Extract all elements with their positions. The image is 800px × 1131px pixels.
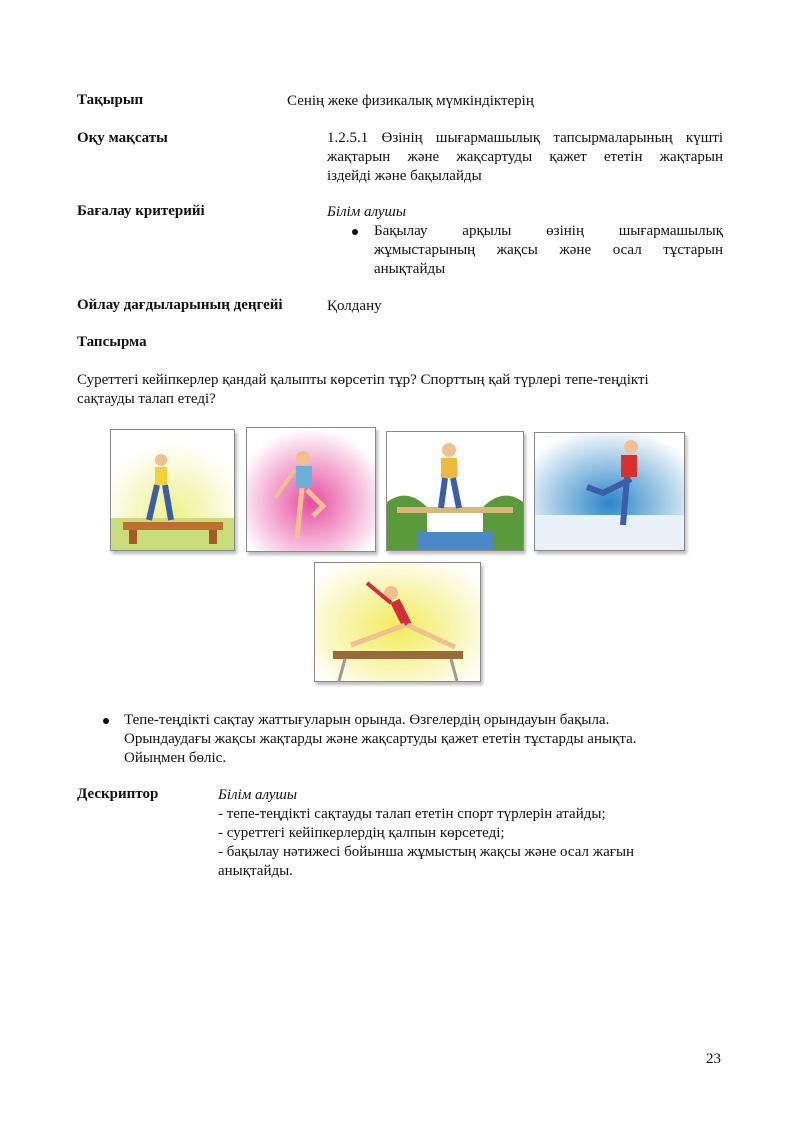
thinking-value: Қолдану (327, 298, 382, 314)
criteria-bullet-text (374, 222, 723, 279)
objective-line: 1.2.5.1 Өзінің шығармашылық тапсырмаларының күшті (327, 130, 723, 146)
descriptor-label: Дескриптор (77, 786, 159, 802)
criteria-line: Бақылау арқылы өзінің шығармашылық (374, 223, 723, 239)
descriptor-line: - суреттегі кейіпкерлердің қалпын көрсетеді; (218, 825, 505, 841)
task-question (77, 371, 737, 409)
descriptor-line: анықтайды. (218, 863, 293, 879)
bullet-icon (103, 718, 109, 724)
instruction-line: Тепе-теңдікті сақтау жаттығуларын орында. Өзгелердің орындауын бақыла. (124, 712, 610, 728)
descriptor-line: - бақылау нәтижесі бойынша жұмыстың жақсы және осал жағын (218, 844, 635, 860)
girl-on-log-bridge-image (386, 431, 524, 551)
question-line: Суреттегі кейіпкерлер қандай қалыпты көрсетіп тұр? Спорттың қай түрлері тепе-теңдікті (77, 372, 649, 388)
objective-line: жақтарын және жақсартуды қажет ететін жақтарын (327, 149, 723, 165)
descriptor-learner: Білім алушы (218, 787, 298, 803)
criteria-line: жұмыстарының жақсы және осал тұстарын (374, 242, 723, 258)
instruction-text (124, 711, 724, 768)
instruction-line: Ойыңмен бөліс. (124, 750, 227, 766)
objective-line: іздейді және бақылайды (327, 168, 482, 184)
page-number: 23 (706, 1051, 721, 1067)
objective-text (327, 129, 723, 186)
task-label: Тапсырма (77, 334, 147, 350)
topic-value: Сенің жеке физикалық мүмкіндіктерің (287, 93, 534, 109)
bullet-icon (352, 229, 358, 235)
topic-label: Тақырып (77, 92, 144, 108)
boy-on-bench-image (110, 429, 235, 551)
instruction-line: Орындаудағы жақсы жақтарды және жақсартуды қажет ететін тұстарды анықта. (124, 731, 637, 747)
thinking-label: Ойлау дағдыларының деңгейі (77, 297, 283, 313)
criteria-label: Бағалау критерийі (77, 203, 205, 219)
girl-balancing-image (246, 427, 376, 552)
descriptor-line: - тепе-теңдікті сақтауды талап ететін спорт түрлерін атайды; (218, 806, 606, 822)
question-line: сақтауды талап етеді? (77, 391, 216, 407)
criteria-learner: Білім алушы (327, 204, 407, 220)
gymnast-on-beam-image (314, 562, 481, 682)
descriptor-text (218, 786, 718, 881)
objective-label: Оқу мақсаты (77, 130, 168, 146)
ice-skater-image (534, 432, 685, 551)
criteria-line: анықтайды (374, 261, 446, 277)
